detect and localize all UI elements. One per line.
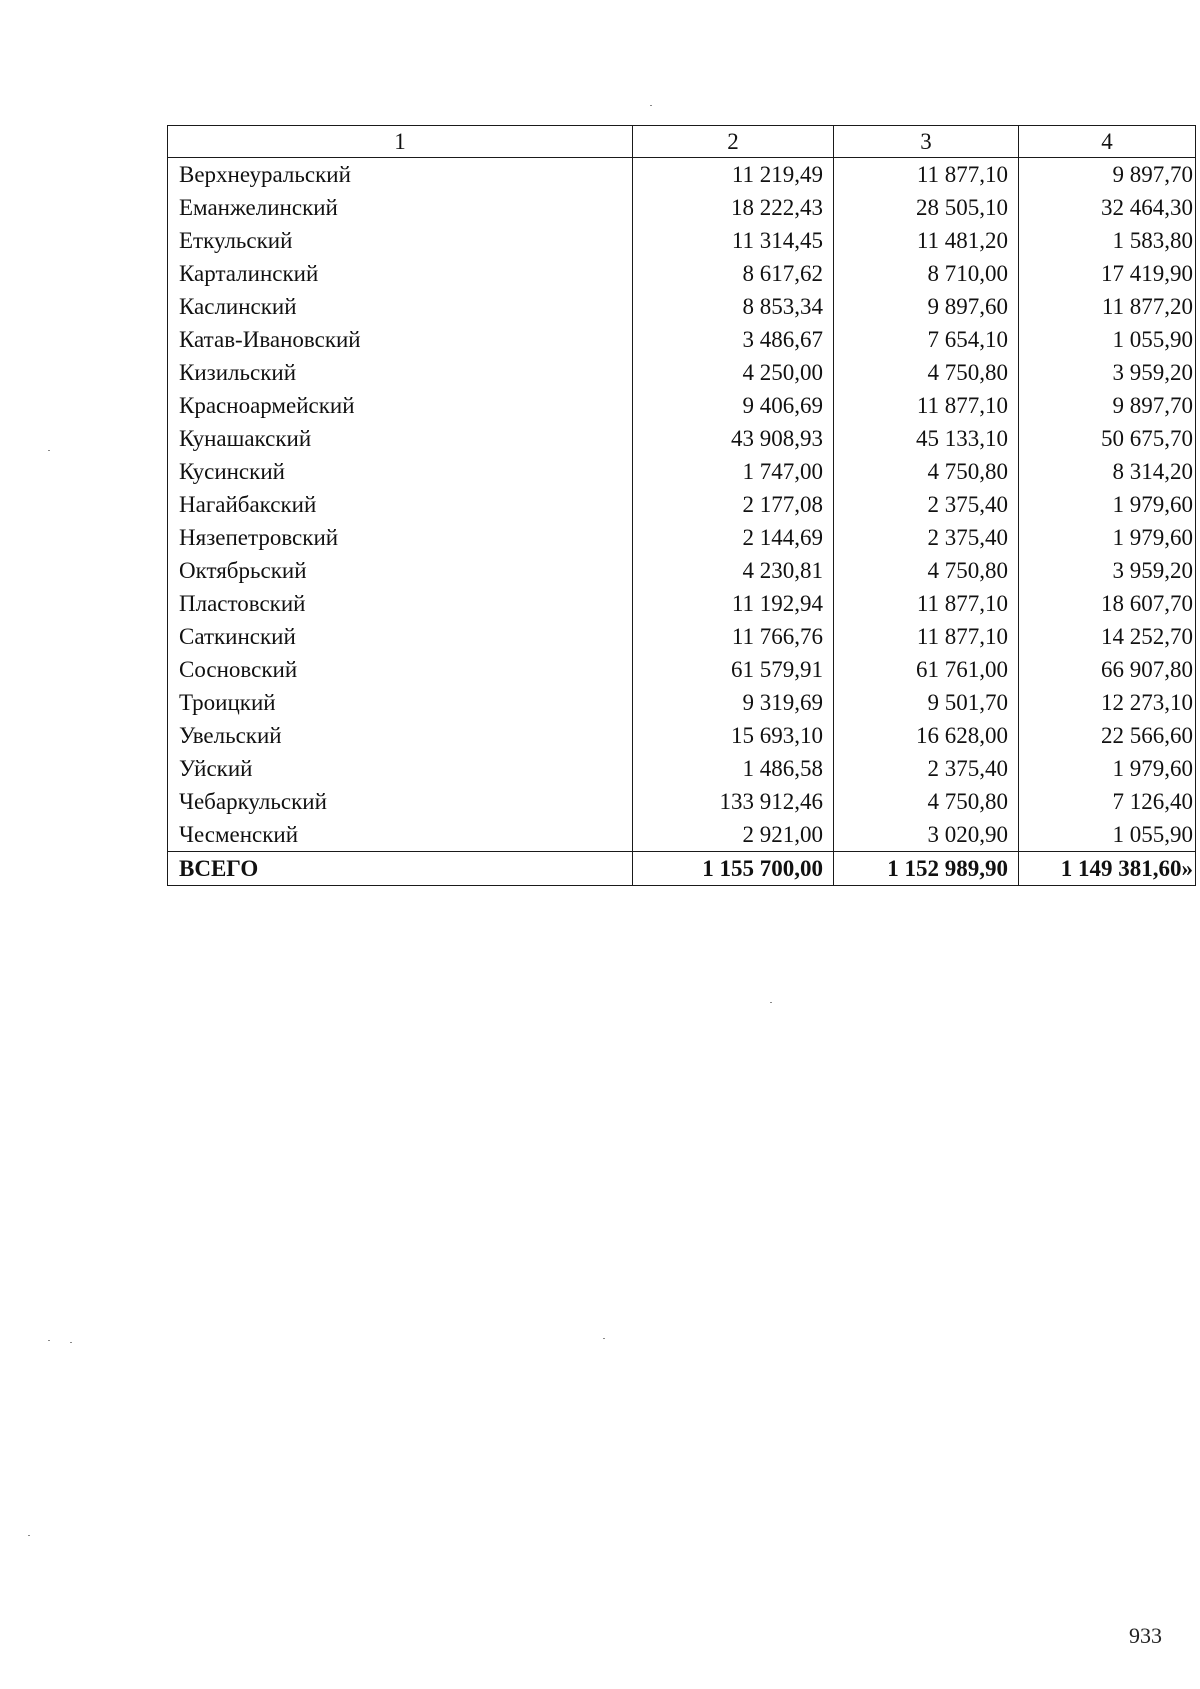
value-cell-col3: 11 877,10 xyxy=(834,158,1019,192)
value-cell-col3: 11 877,10 xyxy=(834,587,1019,620)
table-row xyxy=(168,224,1196,257)
value-cell-col2: 4 250,00 xyxy=(633,356,834,389)
district-name-cell: Карталинский xyxy=(168,257,633,290)
table-row xyxy=(168,290,1196,323)
value-cell-col2: 8 853,34 xyxy=(633,290,834,323)
value-cell-col3: 28 505,10 xyxy=(834,191,1019,224)
value-cell-col2: 2 921,00 xyxy=(633,818,834,852)
scan-speck xyxy=(770,1002,772,1003)
district-name-cell: Кунашакский xyxy=(168,422,633,455)
district-name-cell: Кусинский xyxy=(168,455,633,488)
value-cell-col3: 4 750,80 xyxy=(834,356,1019,389)
district-name-cell: Красноармейский xyxy=(168,389,633,422)
value-cell-col2: 3 486,67 xyxy=(633,323,834,356)
table-row xyxy=(168,422,1196,455)
table-row xyxy=(168,389,1196,422)
value-cell-col4: 1 055,90 xyxy=(1019,818,1196,852)
district-name-cell: Каслинский xyxy=(168,290,633,323)
value-cell-col2: 15 693,10 xyxy=(633,719,834,752)
value-cell-col2: 2 144,69 xyxy=(633,521,834,554)
value-cell-col2: 1 747,00 xyxy=(633,455,834,488)
table-row xyxy=(168,818,1196,852)
value-cell-col3: 11 481,20 xyxy=(834,224,1019,257)
scan-speck xyxy=(28,1535,30,1536)
value-cell-col2: 9 319,69 xyxy=(633,686,834,719)
district-name-cell: Верхнеуральский xyxy=(168,158,633,192)
value-cell-col2: 18 222,43 xyxy=(633,191,834,224)
total-value-col2: 1 155 700,00 xyxy=(633,852,834,886)
value-cell-col3: 9 501,70 xyxy=(834,686,1019,719)
value-cell-col2: 1 486,58 xyxy=(633,752,834,785)
scan-speck xyxy=(650,105,652,106)
district-name-cell: Нагайбакский xyxy=(168,488,633,521)
value-cell-col4: 11 877,20 xyxy=(1019,290,1196,323)
table-row xyxy=(168,488,1196,521)
header-cell-4: 4 xyxy=(1019,126,1196,158)
table-header-row xyxy=(168,126,1196,158)
value-cell-col4: 18 607,70 xyxy=(1019,587,1196,620)
value-cell-col3: 9 897,60 xyxy=(834,290,1019,323)
district-name-cell: Кизильский xyxy=(168,356,633,389)
value-cell-col4: 12 273,10 xyxy=(1019,686,1196,719)
scan-speck xyxy=(70,1342,72,1343)
value-cell-col4: 1 979,60 xyxy=(1019,752,1196,785)
value-cell-col3: 11 877,10 xyxy=(834,389,1019,422)
closing-quote-mark: » xyxy=(1181,856,1193,881)
table-row xyxy=(168,653,1196,686)
table-row xyxy=(168,257,1196,290)
district-name-cell: Уйский xyxy=(168,752,633,785)
table-row xyxy=(168,719,1196,752)
scan-speck xyxy=(48,450,50,451)
district-name-cell: Пластовский xyxy=(168,587,633,620)
table-row xyxy=(168,554,1196,587)
value-cell-col2: 133 912,46 xyxy=(633,785,834,818)
district-name-cell: Чебаркульский xyxy=(168,785,633,818)
total-value-col4-number: 1 149 381,60 xyxy=(1060,856,1182,881)
table-total-row xyxy=(168,852,1196,886)
table-row xyxy=(168,521,1196,554)
value-cell-col4: 1 979,60 xyxy=(1019,521,1196,554)
value-cell-col4: 3 959,20 xyxy=(1019,356,1196,389)
value-cell-col4: 14 252,70 xyxy=(1019,620,1196,653)
value-cell-col3: 3 020,90 xyxy=(834,818,1019,852)
district-name-cell: Сосновский xyxy=(168,653,633,686)
value-cell-col2: 61 579,91 xyxy=(633,653,834,686)
table-body xyxy=(168,126,1196,886)
value-cell-col2: 11 766,76 xyxy=(633,620,834,653)
district-name-cell: Саткинский xyxy=(168,620,633,653)
value-cell-col4: 9 897,70 xyxy=(1019,389,1196,422)
value-cell-col4: 66 907,80 xyxy=(1019,653,1196,686)
district-name-cell: Увельский xyxy=(168,719,633,752)
header-cell-3: 3 xyxy=(834,126,1019,158)
value-cell-col2: 9 406,69 xyxy=(633,389,834,422)
value-cell-col4: 50 675,70 xyxy=(1019,422,1196,455)
value-cell-col4: 32 464,30 xyxy=(1019,191,1196,224)
table-row xyxy=(168,191,1196,224)
value-cell-col2: 4 230,81 xyxy=(633,554,834,587)
table-row xyxy=(168,587,1196,620)
value-cell-col4: 3 959,20 xyxy=(1019,554,1196,587)
table-row xyxy=(168,620,1196,653)
value-cell-col4: 7 126,40 xyxy=(1019,785,1196,818)
value-cell-col2: 11 192,94 xyxy=(633,587,834,620)
value-cell-col3: 45 133,10 xyxy=(834,422,1019,455)
allocation-table xyxy=(167,125,1196,886)
value-cell-col3: 16 628,00 xyxy=(834,719,1019,752)
value-cell-col3: 61 761,00 xyxy=(834,653,1019,686)
value-cell-col4: 1 055,90 xyxy=(1019,323,1196,356)
value-cell-col2: 8 617,62 xyxy=(633,257,834,290)
value-cell-col4: 22 566,60 xyxy=(1019,719,1196,752)
district-name-cell: Катав-Ивановский xyxy=(168,323,633,356)
value-cell-col4: 8 314,20 xyxy=(1019,455,1196,488)
value-cell-col3: 4 750,80 xyxy=(834,455,1019,488)
total-value-col3: 1 152 989,90 xyxy=(834,852,1019,886)
district-name-cell: Еткульский xyxy=(168,224,633,257)
value-cell-col2: 43 908,93 xyxy=(633,422,834,455)
total-value-col4 xyxy=(1019,852,1196,886)
value-cell-col4: 17 419,90 xyxy=(1019,257,1196,290)
scan-speck xyxy=(48,1340,50,1341)
value-cell-col3: 2 375,40 xyxy=(834,521,1019,554)
value-cell-col2: 11 219,49 xyxy=(633,158,834,192)
district-name-cell: Троицкий xyxy=(168,686,633,719)
value-cell-col2: 2 177,08 xyxy=(633,488,834,521)
value-cell-col4: 1 583,80 xyxy=(1019,224,1196,257)
header-cell-2: 2 xyxy=(633,126,834,158)
value-cell-col3: 2 375,40 xyxy=(834,488,1019,521)
table-row xyxy=(168,455,1196,488)
page-number: 933 xyxy=(1129,1623,1162,1648)
value-cell-col3: 8 710,00 xyxy=(834,257,1019,290)
district-name-cell: Чесменский xyxy=(168,818,633,852)
district-name-cell: Еманжелинский xyxy=(168,191,633,224)
value-cell-col3: 11 877,10 xyxy=(834,620,1019,653)
value-cell-col3: 2 375,40 xyxy=(834,752,1019,785)
table-row xyxy=(168,356,1196,389)
table-row xyxy=(168,752,1196,785)
district-name-cell: Нязепетровский xyxy=(168,521,633,554)
value-cell-col3: 7 654,10 xyxy=(834,323,1019,356)
table-row xyxy=(168,686,1196,719)
value-cell-col3: 4 750,80 xyxy=(834,554,1019,587)
district-name-cell: Октябрьский xyxy=(168,554,633,587)
value-cell-col4: 9 897,70 xyxy=(1019,158,1196,192)
header-cell-1: 1 xyxy=(168,126,633,158)
total-label-cell: ВСЕГО xyxy=(168,852,633,886)
table-row xyxy=(168,323,1196,356)
value-cell-col3: 4 750,80 xyxy=(834,785,1019,818)
value-cell-col2: 11 314,45 xyxy=(633,224,834,257)
value-cell-col4: 1 979,60 xyxy=(1019,488,1196,521)
table-row xyxy=(168,785,1196,818)
scan-speck xyxy=(603,1338,605,1339)
table-row xyxy=(168,158,1196,192)
